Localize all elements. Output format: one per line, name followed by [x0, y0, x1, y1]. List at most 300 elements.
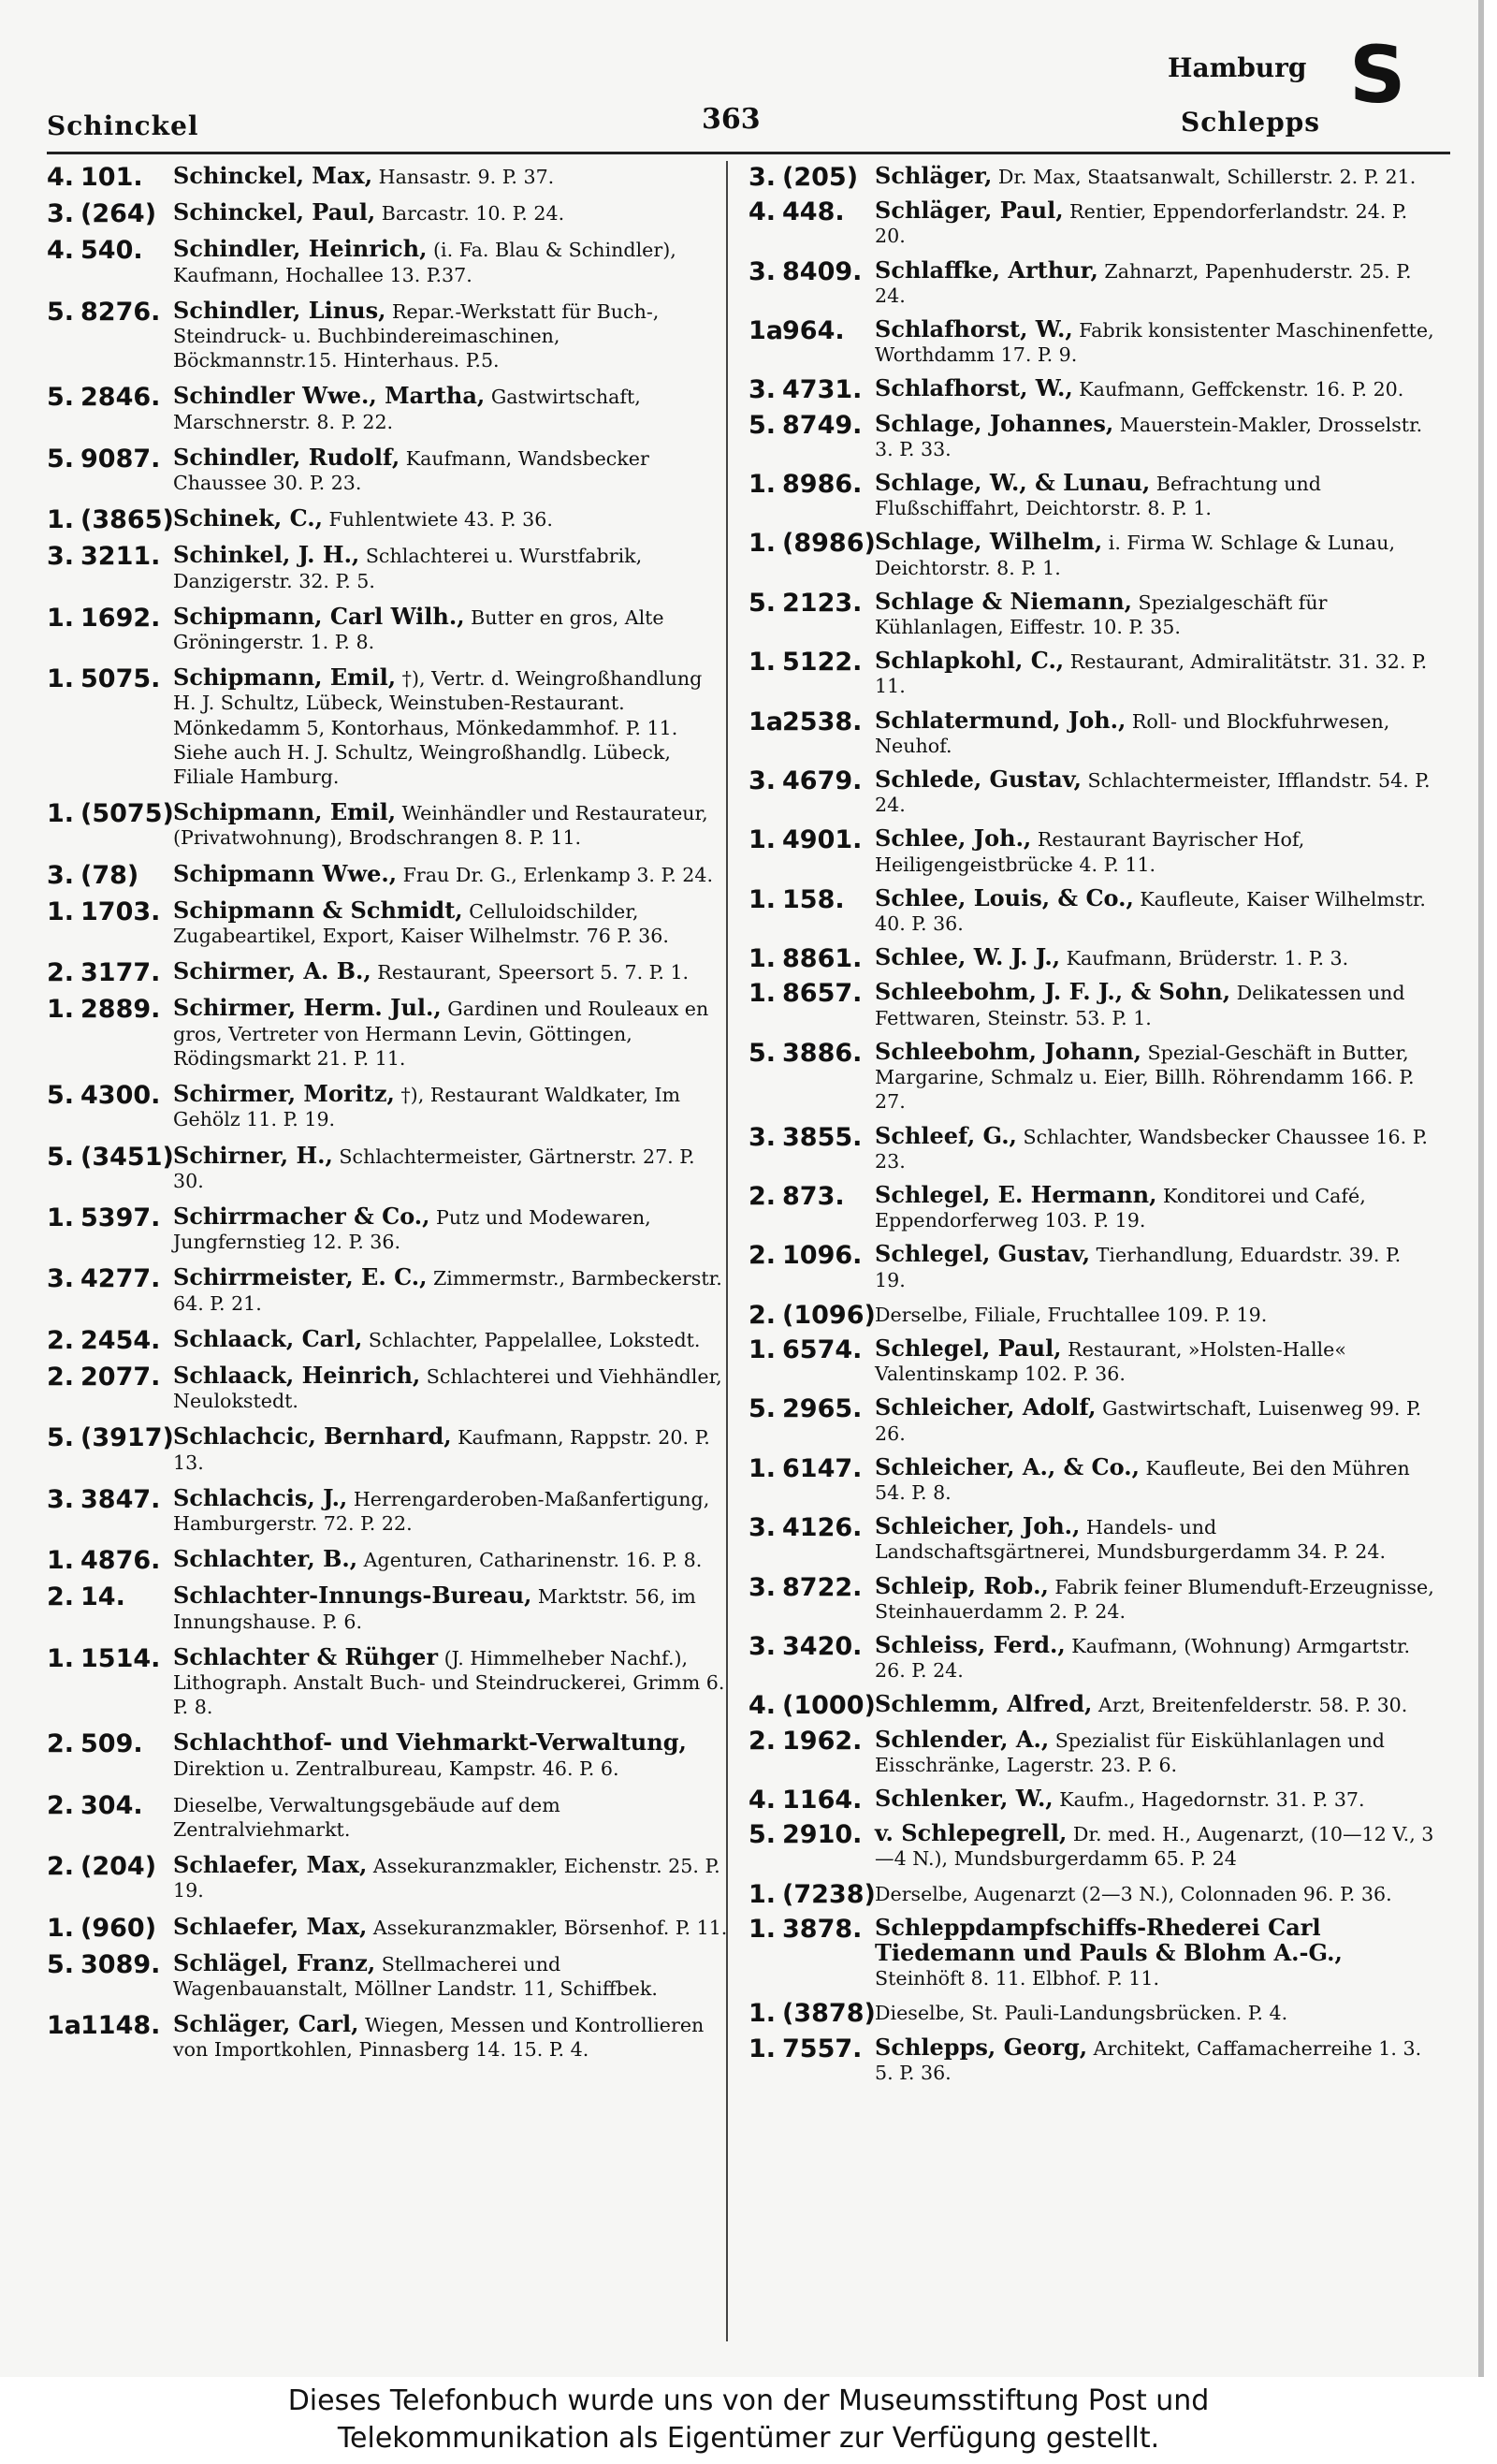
subscriber-details: Fabrik konsistenter Maschinenfette, Worthdamm 17. P. 9.: [875, 319, 1434, 367]
exchange-zone: 1.: [748, 825, 777, 855]
exchange-zone: 1.: [47, 1546, 75, 1576]
listing-body: [875, 374, 1404, 402]
exchange-zone: 5.: [47, 1423, 75, 1453]
subscriber-details: Weinhändler und Restaurateur, (Privatwohnung), Brodschrangen 8. P. 11.: [173, 802, 708, 850]
exchange-zone: 1a: [748, 707, 784, 736]
line-number: 2910.: [782, 1820, 863, 1850]
listing-entry: [47, 1730, 730, 1780]
exchange-zone: 1.: [47, 995, 75, 1025]
exchange-zone: 1.: [748, 1999, 777, 2029]
phone-number: [748, 258, 870, 286]
listing-body: [173, 235, 676, 286]
line-number: 8986.: [782, 470, 863, 500]
listing-entry: [748, 1630, 1436, 1683]
phone-number: [748, 376, 870, 404]
exchange-zone: 3.: [47, 199, 75, 229]
listing-body: [875, 647, 1428, 698]
subscriber-details: Konditorei und Café, Eppendorferweg 103. P. 19.: [875, 1184, 1366, 1232]
line-number: 3886.: [782, 1038, 863, 1068]
listing-entry: [748, 1725, 1436, 1777]
subscriber-details: Schlachter, Wandsbecker Chaussee 16. P. 23.: [875, 1125, 1428, 1173]
exchange-zone: 5.: [47, 383, 75, 413]
subscriber-name: Schlatermund, Joh.,: [875, 706, 1126, 734]
line-number: 7557.: [782, 2034, 863, 2063]
phone-number: [748, 412, 870, 440]
listing-body: [173, 1141, 695, 1192]
subscriber-details: †), Restaurant Waldkater, Im Gehölz 11. P. 19.: [173, 1084, 681, 1131]
listing-body: [875, 765, 1431, 817]
subscriber-details: Schlachtermeister, Gärtnerstr. 27. P. 30.: [173, 1145, 695, 1192]
exchange-zone: 1.: [47, 1913, 75, 1943]
line-number: (204): [80, 1852, 157, 1882]
exchange-zone: 5.: [748, 1038, 777, 1068]
line-number: 4901.: [782, 825, 863, 855]
subscriber-name: Schirrmacher & Co.,: [173, 1202, 430, 1230]
listing-body: [173, 504, 553, 532]
line-number: 2889.: [80, 995, 161, 1025]
subscriber-details: Mauerstein-Makler, Drosselstr. 3. P. 33.: [875, 413, 1423, 460]
subscriber-details: Schlachterei und Viehhändler, Neulokstedt.: [173, 1364, 722, 1413]
listing-body: [875, 1784, 1365, 1812]
phone-number: [47, 1951, 168, 1979]
subscriber-details: Stellmacherei und Wagenbauanstalt, Möllner Landstr. 11, Schiffbek.: [173, 1952, 658, 2000]
line-number: 2077.: [80, 1362, 161, 1392]
line-number: 1514.: [80, 1643, 161, 1673]
line-number: 2846.: [80, 383, 161, 413]
line-number: 101.: [80, 163, 143, 192]
subscriber-name: Schlachthof- und Viehmarkt-Verwaltung,: [173, 1728, 687, 1757]
subscriber-name: Schinkel, J. H.,: [173, 541, 360, 569]
phone-number: [47, 1853, 168, 1881]
right-keyword: Schlepps: [1181, 107, 1320, 138]
phone-number: [748, 198, 870, 226]
phone-number: [748, 1574, 870, 1602]
exchange-zone: 2.: [748, 1241, 777, 1271]
listing-body: [875, 1452, 1410, 1504]
exchange-zone: 5.: [47, 1081, 75, 1111]
subscriber-details: Schlachtermeister, Ifflandstr. 54. P. 24.: [875, 769, 1431, 817]
subscriber-details: Delikatessen und Fettwaren, Steinstr. 53. P. 1.: [875, 982, 1405, 1029]
exchange-zone: 1.: [748, 1453, 777, 1483]
subscriber-name: Schlafhorst, W.,: [875, 374, 1073, 402]
line-number: 2538.: [782, 707, 863, 736]
line-number: 3420.: [782, 1631, 863, 1661]
subscriber-details: Butter en gros, Alte Gröningerstr. 1. P. 8.: [173, 605, 664, 654]
subscriber-details: Spezialist für Eiskühlanlagen und Eisschränke, Lagerstr. 23. P. 6.: [875, 1728, 1385, 1776]
listing-entry: [748, 198, 1436, 248]
exchange-zone: 1.: [748, 470, 777, 500]
subscriber-name: Schläger, Carl,: [173, 2010, 359, 2038]
exchange-zone: 1.: [47, 505, 75, 535]
subscriber-name: Schlachter, B.,: [173, 1545, 358, 1573]
subscriber-name: Schleppdampfschiffs-Rhederei Carl Tiedemann und Pauls & Blohm A.-G.,: [875, 1913, 1343, 1966]
subscriber-name: Schinckel, Paul,: [173, 198, 376, 226]
line-number: 509.: [80, 1729, 143, 1759]
listing-entry: [47, 1545, 730, 1576]
line-number: 1148.: [80, 2011, 161, 2041]
subscriber-name: Schipmann, Carl Wilh.,: [173, 602, 465, 630]
exchange-zone: 1.: [748, 884, 777, 914]
listing-entry: [47, 1082, 730, 1131]
listing-body: [173, 1361, 722, 1413]
subscriber-details: Hansastr. 9. P. 37.: [372, 166, 555, 188]
phone-number: [47, 1792, 168, 1820]
listing-entry: [748, 1242, 1436, 1291]
exchange-zone: 3.: [47, 860, 75, 890]
listing-body: [173, 443, 649, 495]
exchange-zone: 1a: [748, 316, 784, 346]
subscriber-details: Dr. med. H., Augenarzt, (10—12 V., 3—4 N.), Mundsburgerdamm 65. P. 24: [875, 1823, 1434, 1871]
subscriber-name: Schleiss, Ferd.,: [875, 1630, 1066, 1658]
exchange-zone: 1.: [748, 529, 777, 559]
listing-body: [173, 1422, 710, 1474]
listing-entry: [47, 1204, 730, 1254]
exchange-zone: 5.: [748, 1394, 777, 1424]
listing-entry: [47, 859, 730, 890]
listing-entry: [47, 2012, 730, 2062]
listing-entry: [47, 445, 730, 495]
subscriber-details: Restaurant, »Holsten-Halle« Valentinskamp 102. P. 36.: [875, 1337, 1346, 1386]
listing-body: [173, 1912, 728, 1940]
subscriber-name: Schleicher, Joh.,: [875, 1512, 1081, 1540]
subscriber-name: Schindler, Heinrich,: [173, 235, 428, 263]
footer-line-1: Dieses Telefonbuch wurde uns von der Museumsstiftung Post und: [287, 2384, 1210, 2417]
phone-number: [748, 317, 870, 345]
exchange-zone: 4.: [748, 197, 777, 227]
phone-number: [47, 445, 168, 474]
subscriber-name: Schindler, Linus,: [173, 296, 386, 324]
listing-entry: [748, 1037, 1436, 1115]
subscriber-name: Schindler, Rudolf,: [173, 443, 400, 471]
subscriber-name: Schirrmeister, E. C.,: [173, 1263, 428, 1291]
line-number: 8276.: [80, 297, 161, 327]
listing-entry: [47, 1948, 730, 2001]
subscriber-details: Kaufmann, Rappstr. 20. P. 13.: [173, 1426, 710, 1474]
subscriber-details: Spezial-Geschäft in Butter, Margarine, Schmalz u. Eier, Billh. Röhrendamm 166. P. 27.: [875, 1041, 1415, 1114]
listing-body: [875, 587, 1328, 639]
footer-notice: [0, 2377, 1497, 2464]
exchange-zone: 4.: [748, 1785, 777, 1815]
phone-number: [47, 1583, 168, 1611]
line-number: 4679.: [782, 766, 863, 796]
subscriber-details: Rentier, Eppendorferlandstr. 24. P. 20.: [875, 200, 1408, 248]
subscriber-details: Assekuranzmakler, Eichenstr. 25. P. 19.: [173, 1855, 720, 1903]
subscriber-details: Fuhlentwiete 43. P. 36.: [322, 508, 553, 532]
line-number: (960): [80, 1913, 157, 1943]
subscriber-name: Schläger,: [875, 162, 993, 189]
line-number: (8986): [782, 529, 876, 559]
subscriber-name: Schirner, H.,: [173, 1141, 333, 1169]
listing-body: [875, 1121, 1428, 1173]
listing-body: [875, 943, 1349, 971]
exchange-zone: 1.: [748, 1334, 777, 1364]
exchange-zone: 1.: [748, 648, 777, 678]
subscriber-details: Gardinen und Rouleaux en gros, Vertreter von Hermann Levin, Göttingen, Rödingsmarkt 21. P. 11.: [173, 998, 709, 1070]
exchange-zone: 1.: [748, 1914, 777, 1944]
listing-body: [875, 1180, 1366, 1232]
subscriber-name: Schlepps, Georg,: [875, 2033, 1088, 2061]
subscriber-details: Handels- und Landschaftsgärtnerei, Mundsburgerdamm 34. P. 24.: [875, 1516, 1387, 1564]
subscriber-name: Schipmann Wwe.,: [173, 859, 398, 887]
subscriber-name: Schleebohm, Johann,: [875, 1037, 1142, 1065]
line-number: (78): [80, 860, 139, 890]
listing-body: [875, 1690, 1408, 1718]
line-number: 540.: [80, 236, 143, 266]
phone-number: [748, 1821, 870, 1849]
phone-number: [748, 2035, 870, 2063]
line-number: 5075.: [80, 664, 161, 694]
listing-entry: [47, 504, 730, 535]
exchange-zone: 2.: [47, 1582, 75, 1612]
phone-number: [47, 1423, 174, 1453]
listing-entry: [748, 826, 1436, 876]
line-number: 964.: [782, 316, 845, 346]
line-number: 2965.: [782, 1394, 863, 1424]
subscriber-details: Putz und Modewaren, Jungfernstieg 12. P. 36.: [173, 1205, 651, 1254]
line-number: 4731.: [782, 375, 863, 405]
subscriber-name: Schlage, W., & Lunau,: [875, 469, 1151, 497]
listing-entry: [748, 409, 1436, 461]
listing-entry: [47, 1483, 730, 1536]
listing-entry: [47, 1792, 730, 1842]
subscriber-details: Schlachter, Pappelallee, Lokstedt.: [362, 1328, 701, 1351]
phone-number: [47, 2012, 168, 2040]
subscriber-name: Schlemm, Alfred,: [875, 1690, 1093, 1718]
line-number: 3847.: [80, 1484, 161, 1514]
phone-number: [748, 1691, 876, 1721]
subscriber-name: Schlachcic, Bernhard,: [173, 1422, 452, 1451]
subscriber-details: (J. Himmelheber Nachf.), Lithograph. Anstalt Buch- und Steindruckerei, Grimm 6. P. 8.: [173, 1646, 725, 1719]
subscriber-name: Schlee, Louis, & Co.,: [875, 883, 1134, 911]
phone-number: [47, 1363, 168, 1392]
subscriber-name: Schläger, Paul,: [875, 197, 1064, 225]
listing-entry: [47, 1424, 730, 1474]
listing-body: [173, 1545, 703, 1573]
subscriber-name: Schirmer, Herm. Jul.,: [173, 994, 442, 1022]
exchange-zone: 3.: [748, 1631, 777, 1661]
listing-entry: [748, 374, 1436, 405]
exchange-zone: 3.: [748, 1122, 777, 1152]
phone-number: [748, 708, 870, 736]
listing-body: [173, 1851, 720, 1903]
subscriber-details: Restaurant, Speersort 5. 7. P. 1.: [371, 961, 690, 984]
listing-body: [173, 602, 664, 654]
listing-entry: [748, 471, 1436, 520]
listing-entry: [748, 649, 1436, 698]
page-header: [0, 0, 1478, 168]
phone-number: [47, 1082, 168, 1110]
subscriber-details: Befrachtung und Flußschiffahrt, Deichtorstr. 8. P. 1.: [875, 473, 1321, 520]
listing-entry: [748, 1571, 1436, 1624]
exchange-zone: 1a: [47, 2011, 82, 2041]
listing-body: [875, 1913, 1343, 1990]
subscriber-name: Schlaffke, Arthur,: [875, 255, 1098, 284]
listing-body: [173, 1263, 722, 1315]
listing-entry: [748, 1336, 1436, 1386]
listing-entry: [47, 665, 730, 789]
subscriber-name: Schlaack, Carl,: [173, 1324, 363, 1352]
subscriber-details: Tierhandlung, Eduardstr. 39. P. 19.: [875, 1244, 1402, 1291]
line-number: 2454.: [80, 1325, 161, 1355]
phone-number: [47, 164, 168, 192]
listing-entry: [748, 767, 1436, 817]
listing-body: [875, 1393, 1422, 1445]
listing-entry: [748, 1395, 1436, 1445]
phone-number: [47, 1547, 168, 1575]
phone-number: [47, 1327, 168, 1355]
listing-entry: [47, 1853, 730, 1903]
line-number: 3878.: [782, 1914, 863, 1944]
subscriber-name: Schipmann, Emil,: [173, 798, 397, 826]
listing-entry: [748, 980, 1436, 1029]
listing-body: [875, 883, 1426, 936]
phone-number: [748, 1183, 870, 1211]
listing-body: [173, 663, 703, 789]
listing-body: [875, 469, 1321, 520]
listing-body: [173, 1483, 710, 1535]
line-number: 3855.: [782, 1122, 863, 1152]
listing-entry: [47, 1265, 730, 1315]
subscriber-details: Fabrik feiner Blumenduft-Erzeugnisse, Steinhauerdamm 2. P. 24.: [875, 1575, 1434, 1623]
line-number: 14.: [80, 1582, 125, 1612]
line-number: 4300.: [80, 1081, 161, 1111]
subscriber-name: Schlapkohl, C.,: [875, 647, 1065, 675]
subscriber-name: Schlägel, Franz,: [173, 1948, 376, 1976]
listing-entry: [748, 1999, 1436, 2029]
listing-entry: [748, 1514, 1436, 1564]
listing-body: [875, 255, 1412, 307]
line-number: 448.: [782, 197, 845, 227]
subscriber-details: Kaufmann, Wandsbecker Chaussee 30. P. 23.: [173, 446, 649, 495]
listing-body: [173, 382, 641, 433]
line-number: 8722.: [782, 1572, 863, 1602]
listing-body: [173, 1948, 658, 2000]
listing-body: [875, 528, 1395, 579]
phone-number: [748, 590, 870, 618]
listing-entry: [748, 1821, 1436, 1871]
phone-number: [47, 237, 168, 265]
listing-body: [875, 1725, 1385, 1776]
listing-entry: [748, 1879, 1436, 1909]
exchange-zone: 1.: [47, 664, 75, 694]
exchange-zone: 5.: [47, 1142, 75, 1172]
listing-entry: [748, 530, 1436, 579]
phone-number: [47, 605, 168, 633]
exchange-zone: 3.: [748, 163, 777, 192]
subscriber-name: Schipmann & Schmidt,: [173, 896, 463, 924]
listing-entry: [748, 943, 1436, 974]
listing-entry: [748, 1300, 1436, 1330]
phone-number: [47, 1645, 168, 1673]
exchange-zone: 3.: [748, 766, 777, 796]
phone-number: [748, 1786, 870, 1815]
phone-number: [47, 200, 168, 228]
listing-entry: [47, 237, 730, 286]
listing-entry: [47, 1583, 730, 1633]
line-number: 1703.: [80, 897, 161, 926]
subscriber-details: (i. Fa. Blau & Schindler), Kaufmann, Hochallee 13. P.37.: [173, 239, 676, 286]
listing-body: [875, 1819, 1434, 1871]
listing-body: [173, 162, 555, 189]
listing-entry: [47, 1324, 730, 1355]
exchange-zone: 5.: [748, 588, 777, 618]
header-rule: [47, 152, 1450, 154]
listing-entry: [748, 883, 1436, 936]
subscriber-details: Zimmermstr., Barmbeckerstr. 64. P. 21.: [173, 1267, 722, 1315]
right-column: [748, 164, 1436, 2085]
exchange-zone: 5.: [748, 410, 777, 440]
listing-entry: [748, 1121, 1436, 1174]
subscriber-name: Schlage, Wilhelm,: [875, 528, 1103, 556]
subscriber-name: Schlachcis, J.,: [173, 1483, 348, 1511]
phone-number: [748, 1242, 870, 1270]
listing-body: [173, 859, 714, 887]
phone-number: [748, 1395, 870, 1423]
subscriber-details: Steinhöft 8. 11. Elbhof. P. 11.: [875, 1967, 1159, 1990]
listing-body: [173, 1582, 696, 1633]
phone-number: [47, 384, 168, 412]
line-number: (3865): [80, 505, 174, 535]
subscriber-details: Restaurant Bayrischer Hof, Heiligengeistbrücke 4. P. 11.: [875, 828, 1305, 876]
line-number: 6574.: [782, 1334, 863, 1364]
line-number: 5397.: [80, 1203, 161, 1232]
subscriber-details: Kaufleute, Bei den Mühren 54. P. 8.: [875, 1456, 1410, 1504]
subscriber-details: Zahnarzt, Papenhuderstr. 25. P. 24.: [875, 259, 1412, 307]
subscriber-name: Schleip, Rob.,: [875, 1571, 1049, 1599]
line-number: 8861.: [782, 944, 863, 974]
subscriber-name: Schlafhorst, W.,: [875, 315, 1073, 343]
subscriber-details: i. Firma W. Schlage & Lunau, Deichtorstr. 8. P. 1.: [875, 532, 1395, 579]
line-number: 1164.: [782, 1785, 863, 1815]
exchange-zone: 1.: [47, 603, 75, 633]
phone-number: [748, 1728, 870, 1756]
listing-body: [173, 957, 690, 985]
phone-number: [47, 299, 168, 327]
listing-entry: [47, 162, 730, 192]
exchange-zone: 1.: [748, 2034, 777, 2063]
phone-number: [748, 649, 870, 677]
listing-body: [875, 1240, 1402, 1291]
exchange-zone: 5.: [47, 297, 75, 327]
listing-body: [875, 409, 1423, 460]
exchange-zone: 2.: [748, 1300, 777, 1330]
line-number: (1000): [782, 1691, 876, 1721]
subscriber-details: Gastwirtschaft, Marschnerstr. 8. P. 22.: [173, 386, 641, 433]
line-number: (3917): [80, 1423, 174, 1453]
exchange-zone: 4.: [748, 1691, 777, 1721]
listing-entry: [47, 996, 730, 1071]
section-letter: S: [1349, 29, 1406, 121]
listing-body: [173, 896, 669, 948]
listing-entry: [748, 2035, 1436, 2085]
line-number: 4277.: [80, 1264, 161, 1294]
exchange-zone: 3.: [47, 1484, 75, 1514]
subscriber-details: Assekuranzmakler, Börsenhof. P. 11.: [367, 1916, 728, 1939]
subscriber-name: Schleef, G.,: [875, 1121, 1017, 1149]
exchange-zone: 3.: [748, 256, 777, 286]
subscriber-details: Derselbe, Filiale, Fruchtallee 109. P. 19.: [875, 1303, 1268, 1326]
listing-body: [875, 1883, 1392, 1905]
listing-body: [173, 198, 565, 226]
exchange-zone: 5.: [47, 444, 75, 474]
listing-body: [875, 706, 1390, 757]
listing-body: [875, 1571, 1434, 1623]
listing-body: [173, 1642, 725, 1719]
subscriber-details: Gastwirtschaft, Luisenweg 99. P. 26.: [875, 1397, 1422, 1445]
listing-body: [173, 994, 709, 1070]
listing-body: [875, 2033, 1422, 2084]
listing-body: [875, 824, 1305, 876]
